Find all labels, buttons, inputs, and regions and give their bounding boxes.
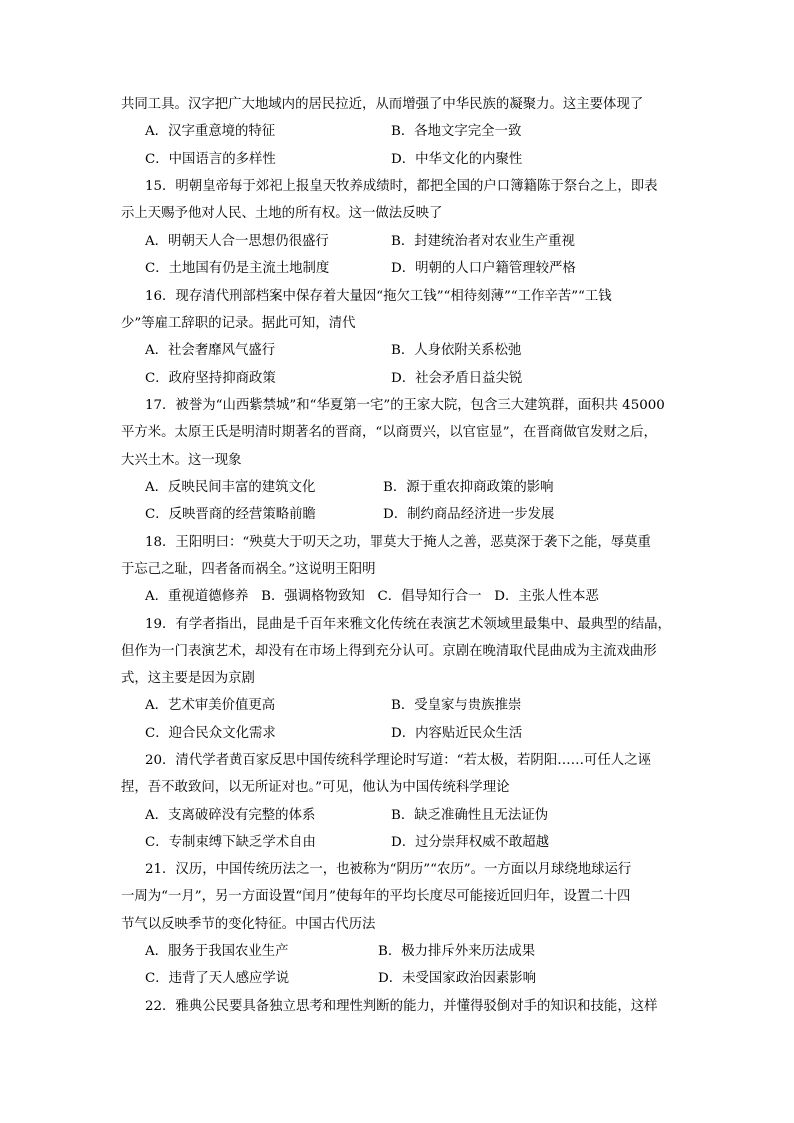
q18-stem-line2: 于忘己之耻，四者备而祸全。”这说明王阳明 xyxy=(121,562,376,577)
q16-option-b: B．人身依附关系松弛 xyxy=(391,343,522,358)
q21-option-a: A．服务于我国农业生产 xyxy=(145,944,289,959)
q16-stem-line2: 少”等雇工辞职的记录。据此可知，清代 xyxy=(121,316,356,331)
q16-stem-line1: 16．现存清代刑部档案中保存着大量因“拖欠工钱”“相待刻薄”“工作辛苦”“工钱 xyxy=(145,289,612,304)
q19-option-d: D．内容贴近民众生活 xyxy=(391,726,523,741)
q19-stem-line2: 但作为一门表演艺术，却没有在市场上得到充分认可。京剧在晚清取代昆曲成为主流戏曲形 xyxy=(121,644,657,659)
q21-stem-line3: 节气以反映季节的变化特征。中国古代历法 xyxy=(121,917,376,932)
q17-stem-line3: 大兴土木。这一现象 xyxy=(121,453,242,468)
q16-option-c: C．政府坚持抑商政策 xyxy=(145,371,276,386)
q16-option-a: A．社会奢靡风气盛行 xyxy=(145,343,276,358)
q14-option-d: D．中华文化的内聚性 xyxy=(391,152,523,167)
q15-option-c: C．土地国有仍是主流土地制度 xyxy=(145,261,330,276)
q20-option-c: C．专制束缚下缺乏学术自由 xyxy=(145,835,316,850)
q21-option-c: C．违背了天人感应学说 xyxy=(145,971,290,986)
q15-stem-line1: 15．明朝皇帝每于郊祀上报皇天牧养成绩时，都把全国的户口簿籍陈于祭台之上，即表 xyxy=(145,179,658,194)
q18-stem-line1: 18．王阳明曰：“殃莫大于叨天之功，罪莫大于掩人之善，恶莫深于袭下之能，辱莫重 xyxy=(145,535,651,550)
q21-stem-line2: 一周为“一月”，另一方面设置“闰月”使每年的平均长度尽可能接近回归年，设置二十四 xyxy=(121,889,631,904)
q14-option-c: C．中国语言的多样性 xyxy=(145,152,276,167)
q15-option-a: A．明朝天人合一思想仍很盛行 xyxy=(145,234,329,249)
q20-option-d: D．过分崇拜权威不敢超越 xyxy=(391,835,550,850)
q19-stem-line1: 19．有学者指出，昆曲是千百年来雅文化传统在表演艺术领域里最集中、最典型的结晶， xyxy=(145,617,671,632)
q16-option-d: D．社会矛盾日益尖锐 xyxy=(391,371,523,386)
q20-stem-line1: 20．清代学者黄百家反思中国传统科学理论时写道：“若太极，若阴阳……可任人之诬 xyxy=(145,753,651,768)
q14-option-a: A．汉字重意境的特征 xyxy=(145,124,276,139)
q21-stem-line1: 21．汉历，中国传统历法之一，也被称为“阴历”“农历”。一方面以月球绕地球运行 xyxy=(145,862,632,877)
q17-option-a: A．反映民间丰富的建筑文化 xyxy=(145,480,316,495)
q21-option-d: D．未受国家政治因素影响 xyxy=(378,971,537,986)
q17-stem-line1: 17．被誉为“山西紫禁城”和“华夏第一宅”的王家大院，包含三大建筑群，面积共 45000 xyxy=(145,398,665,413)
q20-option-b: B．缺乏准确性且无法证伪 xyxy=(391,808,549,823)
q20-stem-line2: 捏，吾不敢致问，以无所证对也。”可见，他认为中国传统科学理论 xyxy=(121,780,510,795)
q19-option-a: A．艺术审美价值更高 xyxy=(145,698,276,713)
q19-option-b: B．受皇家与贵族推崇 xyxy=(391,698,522,713)
q18-options: A．重视道德修养 B．强调格物致知 C．倡导知行合一 D．主张人性本恶 xyxy=(145,589,599,604)
q14-option-b: B．各地文字完全一致 xyxy=(391,124,522,139)
q21-option-b: B．极力排斥外来历法成果 xyxy=(378,944,536,959)
q17-option-d: D．制约商品经济进一步发展 xyxy=(383,507,555,522)
q17-stem-line2: 平方米。太原王氏是明清时期著名的晋商，“以商贾兴，以官宦显”，在晋商做官发财之后， xyxy=(121,425,657,440)
q19-option-c: C．迎合民众文化需求 xyxy=(145,726,276,741)
q19-stem-line3: 式，这主要是因为京剧 xyxy=(121,671,255,686)
q15-stem-line2: 示上天赐予他对人民、土地的所有权。这一做法反映了 xyxy=(121,206,443,221)
q14-text: 共同工具。汉字把广大地域内的居民拉近，从而增强了中华民族的凝聚力。这主要体现了 xyxy=(121,97,644,112)
q15-option-b: B．封建统治者对农业生产重视 xyxy=(391,234,575,249)
q17-option-c: C．反映晋商的经营策略前瞻 xyxy=(145,507,316,522)
q20-option-a: A．支离破碎没有完整的体系 xyxy=(145,808,316,823)
q17-option-b: B．源于重农抑商政策的影响 xyxy=(383,480,554,495)
q15-option-d: D．明朝的人口户籍管理较严格 xyxy=(391,261,576,276)
q22-stem-line1: 22．雅典公民要具备独立思考和理性判断的能力，并懂得驳倒对手的知识和技能，这样 xyxy=(145,999,658,1014)
